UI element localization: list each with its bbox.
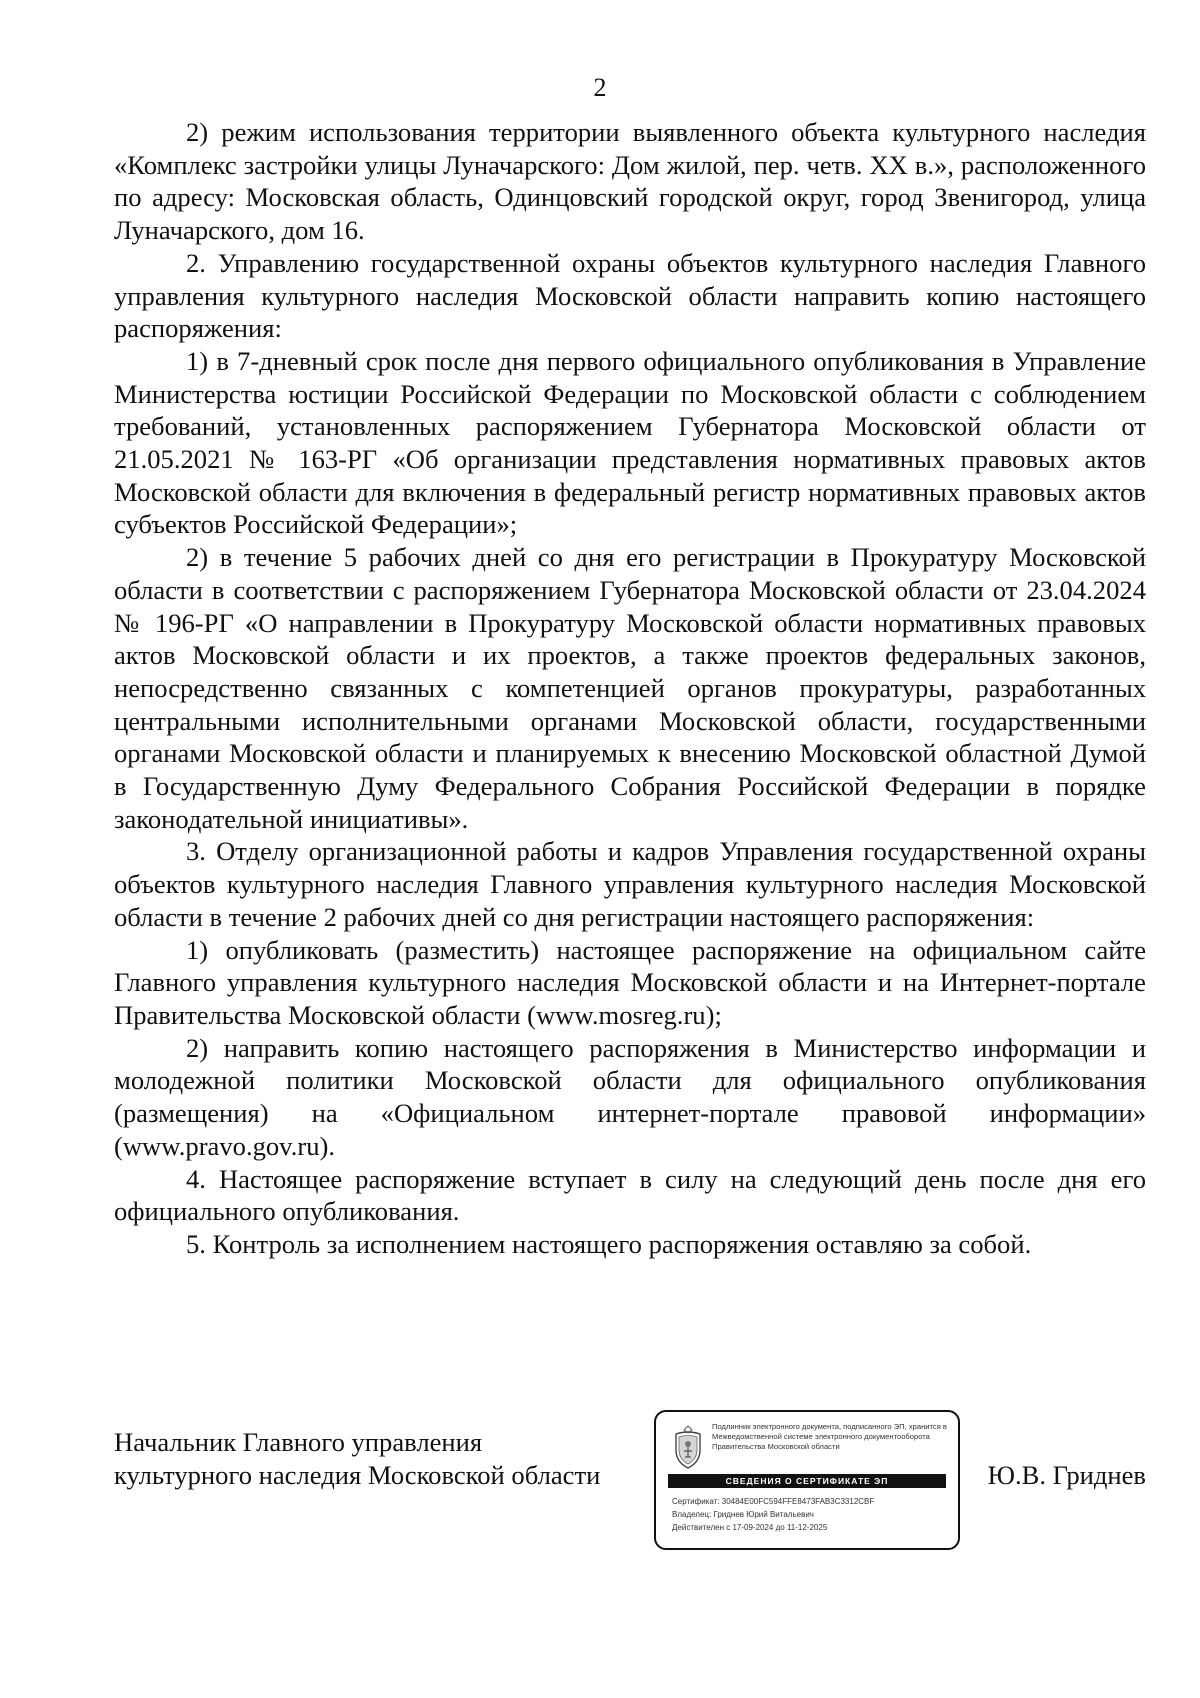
stamp-header: СВЕДЕНИЯ О СЕРТИФИКАТЕ ЭП (668, 1474, 946, 1488)
stamp-certificate: Сертификат: 30484E00FC594FFE8473FAB3C3312CBF (672, 1497, 875, 1506)
signer-position-line: культурного наследия Московской области (114, 1460, 601, 1490)
paragraph: 2) направить копию настоящего распоряжения в Министерство информации и молодежной политики Московской области для официального опубликования (размещения) на «Официальном интернет-портале правовой информации» (www.pravo.gov.ru). (114, 1032, 1146, 1161)
paragraph: 4. Настоящее распоряжение вступает в силу на следующий день после дня его официального опубликования. (114, 1163, 1146, 1227)
paragraph: 2) режим использования территории выявленного объекта культурного наследия «Комплекс застройки улицы Луначарского: Дом жилой, пер. четв. XX в.», расположенного по адресу: Московская область, Одинцовский городской округ, город Звенигород, улица Луначарского, дом 16. (114, 117, 1146, 246)
paragraph: 1) в 7-дневный срок после дня первого официального опубликования в Управление Министерства юстиции Российской Федерации по Московской области с соблюдением требований, установленных распоряжением Губернатора Московской области от 21.05.2021 № 163-РГ «Об организации представления нормативных правовых актов Московской области для включения в федеральный регистр нормативных правовых актов субъектов Российской Федерации»; (114, 345, 1146, 540)
signer-position-line: Начальник Главного управления (114, 1427, 483, 1457)
paragraph: 1) опубликовать (разместить) настоящее распоряжение на официальном сайте Главного управления культурного наследия Московской области и на Интернет-портале Правительства Московской области (www.mosreg.ru); (114, 934, 1146, 1030)
signature-block (114, 1410, 1146, 1550)
coat-of-arms-icon (670, 1424, 706, 1470)
stamp-validity: Действителен с 17-09-2024 до 11-12-2025 (672, 1523, 828, 1532)
paragraph: 5. Контроль за исполнением настоящего распоряжения оставляю за собой. (186, 1228, 1032, 1259)
paragraph: 3. Отделу организационной работы и кадров Управления государственной охраны объектов культурного наследия Главного управления культурного наследия Московской области в течение 2 рабочих дней со дня регистрации настоящего распоряжения: (114, 836, 1146, 932)
document-body (114, 116, 1146, 1261)
page-number: 2 (593, 73, 607, 102)
paragraph: 2) в течение 5 рабочих дней со дня его регистрации в Прокуратуру Московской области в соответствии с распоряжением Губернатора Московской области от 23.04.2024 № 196-РГ «О направлении в Прокуратуру Московской области нормативных правовых актов Московской области и их проектов, а также проектов федеральных законов, непосредственно связанных с компетенцией органов прокуратуры, разработанных центральными исполнительными органами Московской области, государственными органами Московской области и планируемых к внесению Московской областной Думой в Государственную Думу Федерального Собрания Российской Федерации в порядке законодательной инициативы». (114, 542, 1146, 834)
stamp-owner: Владелец: Гриднев Юрий Витальевич (672, 1510, 814, 1519)
paragraph: 2. Управлению государственной охраны объектов культурного наследия Главного управления культурного наследия Московской области направить копию настоящего распоряжения: (114, 247, 1146, 344)
stamp-note: Подлинник электронного документа, подписанного ЭП, хранится в Межведомственной системе электронного документооборота Правительства Московской области (712, 1422, 947, 1451)
electronic-signature-stamp (654, 1410, 960, 1550)
signer-name: Ю.В. Гриднев (987, 1460, 1146, 1490)
signer-position (114, 1426, 674, 1492)
